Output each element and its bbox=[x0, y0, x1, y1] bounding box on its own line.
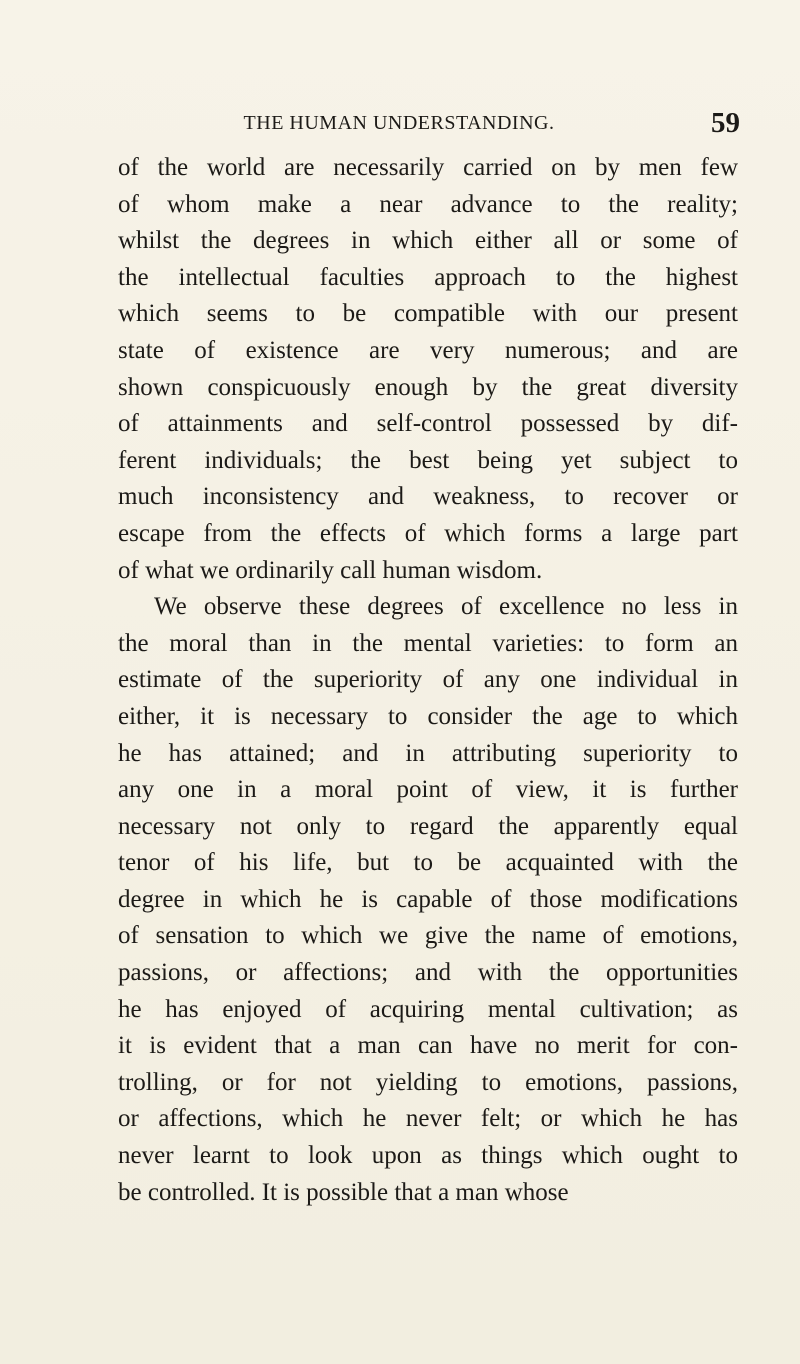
text-line: the moral than in the mental varieties: to form an bbox=[118, 629, 738, 657]
text-line: necessary not only to regard the apparently equal bbox=[118, 812, 738, 840]
text-line: shown conspicuously enough by the great diversity bbox=[118, 373, 738, 401]
text-line: passions, or affections; and with the opportunities bbox=[118, 959, 738, 987]
text-line: ferent individuals; the best being yet subject to bbox=[118, 446, 738, 474]
text-line: it is evident that a man can have no merit for con- bbox=[118, 1032, 738, 1060]
text-line: of whom make a near advance to the reality; bbox=[118, 190, 738, 218]
text-line: any one in a moral point of view, it is further bbox=[118, 776, 738, 804]
text-line: We observe these degrees of excellence no less in bbox=[154, 593, 738, 621]
text-line: or affections, which he never felt; or which he has bbox=[118, 1105, 738, 1133]
text-line: he has enjoyed of acquiring mental cultivation; as bbox=[118, 995, 738, 1023]
text-line: trolling, or for not yielding to emotions, passions, bbox=[118, 1068, 738, 1096]
text-line: state of existence are very numerous; and are bbox=[118, 336, 738, 364]
running-title: THE HUMAN UNDERSTANDING. bbox=[243, 112, 555, 134]
text-line: be controlled. It is possible that a man whose bbox=[118, 1178, 569, 1206]
text-line: escape from the effects of which forms a large part bbox=[118, 519, 738, 547]
text-line: much inconsistency and weakness, to recover or bbox=[118, 483, 738, 511]
body-text bbox=[118, 150, 738, 1211]
text-line: degree in which he is capable of those modifications bbox=[118, 885, 738, 913]
text-line: estimate of the superiority of any one individual in bbox=[118, 666, 738, 694]
text-line: the intellectual faculties approach to the highest bbox=[118, 263, 738, 291]
text-line: tenor of his life, but to be acquainted with the bbox=[118, 849, 738, 877]
text-line: he has attained; and in attributing superiority to bbox=[118, 739, 738, 767]
text-line: whilst the degrees in which either all or some of bbox=[118, 227, 738, 255]
text-line: never learnt to look upon as things which ought to bbox=[118, 1142, 738, 1170]
text-line: of the world are necessarily carried on by men few bbox=[118, 154, 738, 181]
text-line: of attainments and self-control possessed by dif- bbox=[118, 410, 738, 438]
text-line: of what we ordinarily call human wisdom. bbox=[118, 556, 543, 584]
text-line: which seems to be compatible with our present bbox=[118, 300, 738, 328]
text-line: either, it is necessary to consider the age to which bbox=[118, 702, 738, 730]
running-head bbox=[118, 105, 740, 141]
page-number: 59 bbox=[711, 107, 740, 139]
text-line: of sensation to which we give the name of emotions, bbox=[118, 922, 738, 950]
